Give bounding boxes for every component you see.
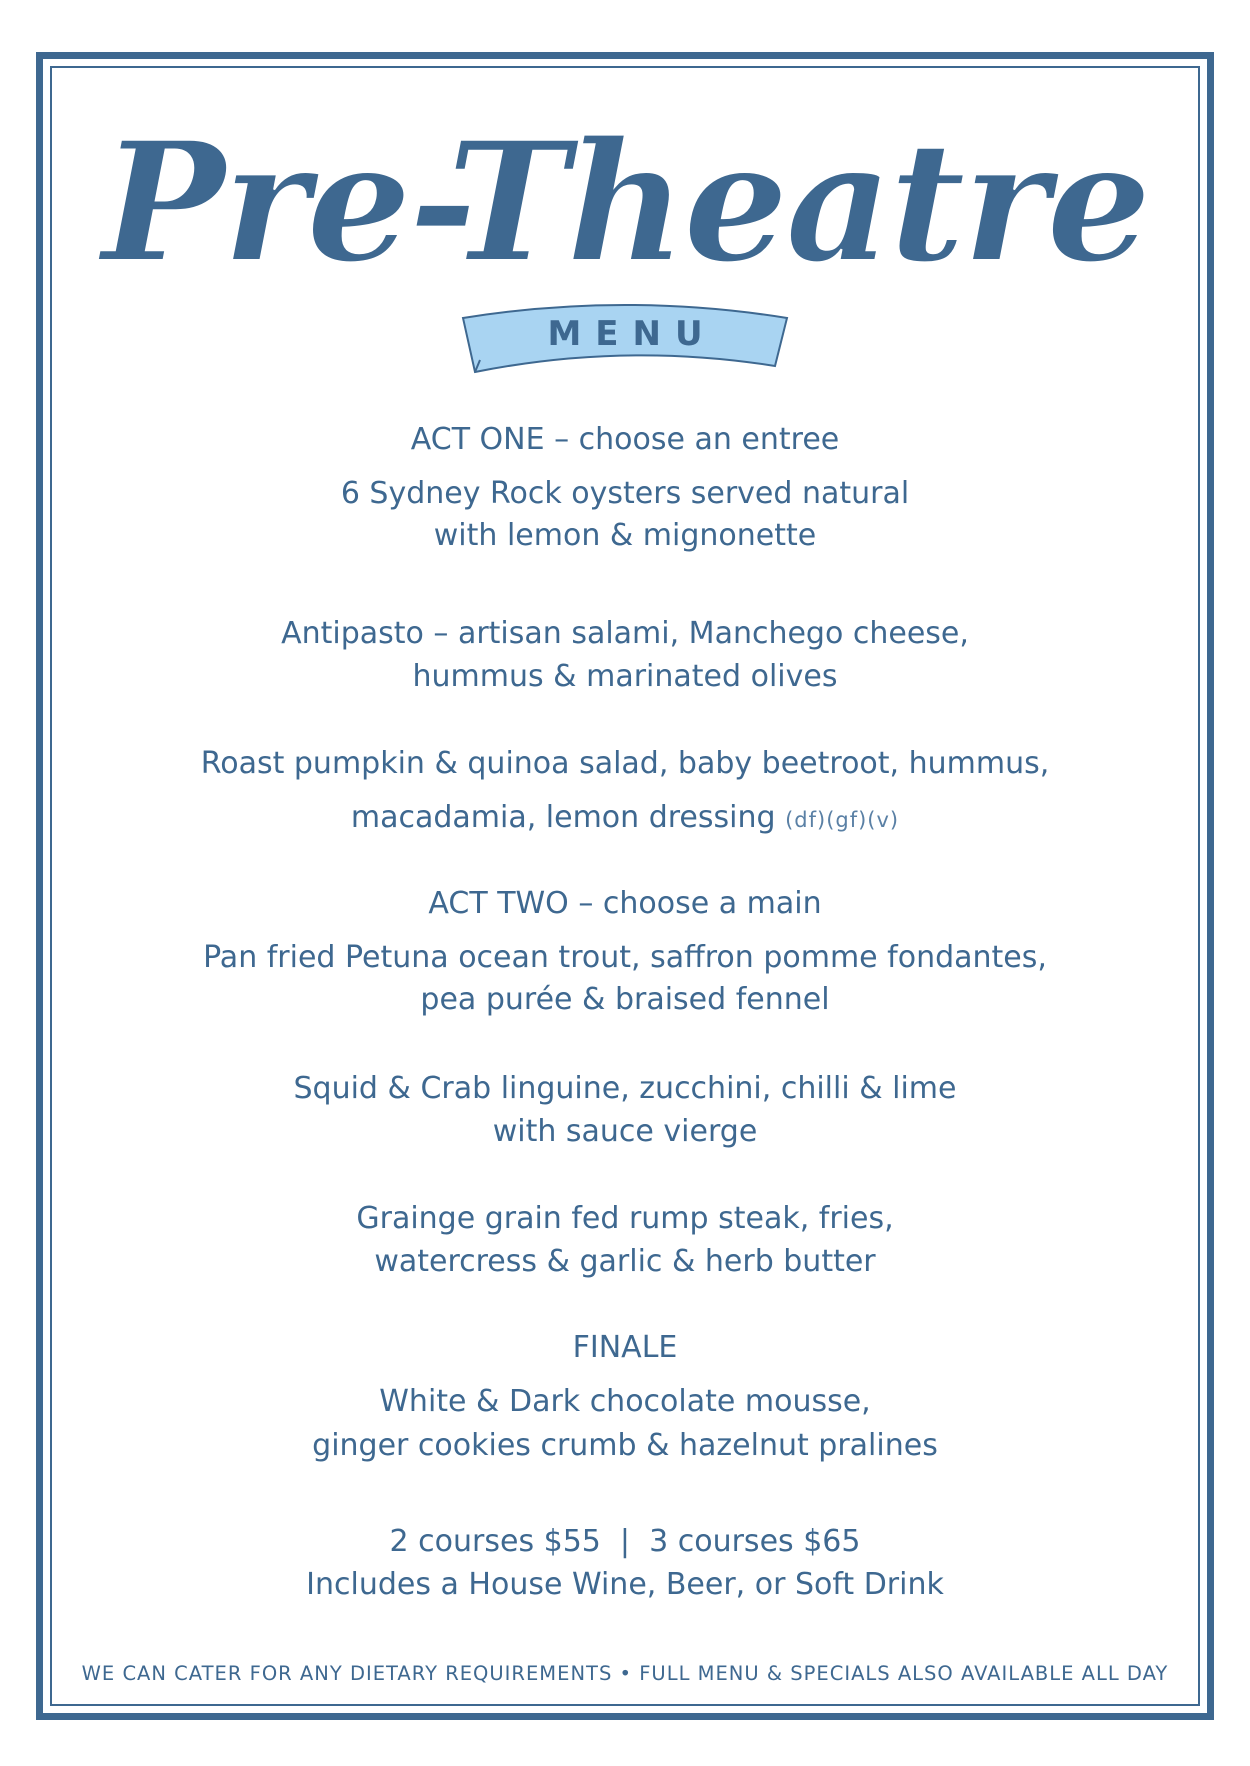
- footer-note: WE CAN CATER FOR ANY DIETARY REQUIREMENTS • FULL MENU & SPECIALS ALSO AVAILABLE ALL DAY: [81, 1662, 1169, 1685]
- menu-item-line: ginger cookies crumb & hazelnut pralines: [312, 1428, 938, 1463]
- menu-item-line: [60, 798, 1190, 840]
- menu-item-line: White & Dark chocolate mousse,: [379, 1384, 871, 1419]
- menu-item-line: watercress & garlic & herb butter: [374, 1244, 876, 1279]
- menu-item-line: Roast pumpkin & quinoa salad, baby beetroot, hummus,: [200, 746, 1050, 781]
- menu-item-line: Squid & Crab linguine, zucchini, chilli & lime: [293, 1071, 957, 1106]
- dietary-tags: (df)(gf)(v): [785, 808, 900, 832]
- menu-banner: [463, 305, 787, 372]
- menu-item-line: with lemon & mignonette: [433, 518, 817, 553]
- menu-item-line: Pan fried Petuna ocean trout, saffron pomme fondantes,: [203, 940, 1047, 975]
- menu-item-line: Antipasto – artisan salami, Manchego cheese,: [281, 616, 969, 651]
- title-logo: [0, 0, 1250, 400]
- menu-item-line: hummus & marinated olives: [412, 659, 838, 694]
- act-one-heading: ACT ONE – choose an entree: [410, 422, 840, 457]
- menu-item-line: pea purée & braised fennel: [420, 982, 830, 1017]
- act-two-heading: ACT TWO – choose a main: [428, 886, 822, 921]
- pricing-includes: Includes a House Wine, Beer, or Soft Drink: [306, 1567, 944, 1602]
- menu-item-line: with sauce vierge: [492, 1114, 758, 1149]
- banner-label: MENU: [547, 314, 717, 354]
- menu-item-line: 6 Sydney Rock oysters served natural: [340, 476, 910, 511]
- finale-heading: FINALE: [572, 1330, 678, 1365]
- menu-item-text: macadamia, lemon dressing: [350, 800, 776, 835]
- menu-item-line: Grainge grain fed rump steak, fries,: [356, 1201, 894, 1236]
- pricing-line: 2 courses $55 | 3 courses $65: [389, 1524, 861, 1559]
- title-script: Pre-Theatre: [101, 105, 1149, 299]
